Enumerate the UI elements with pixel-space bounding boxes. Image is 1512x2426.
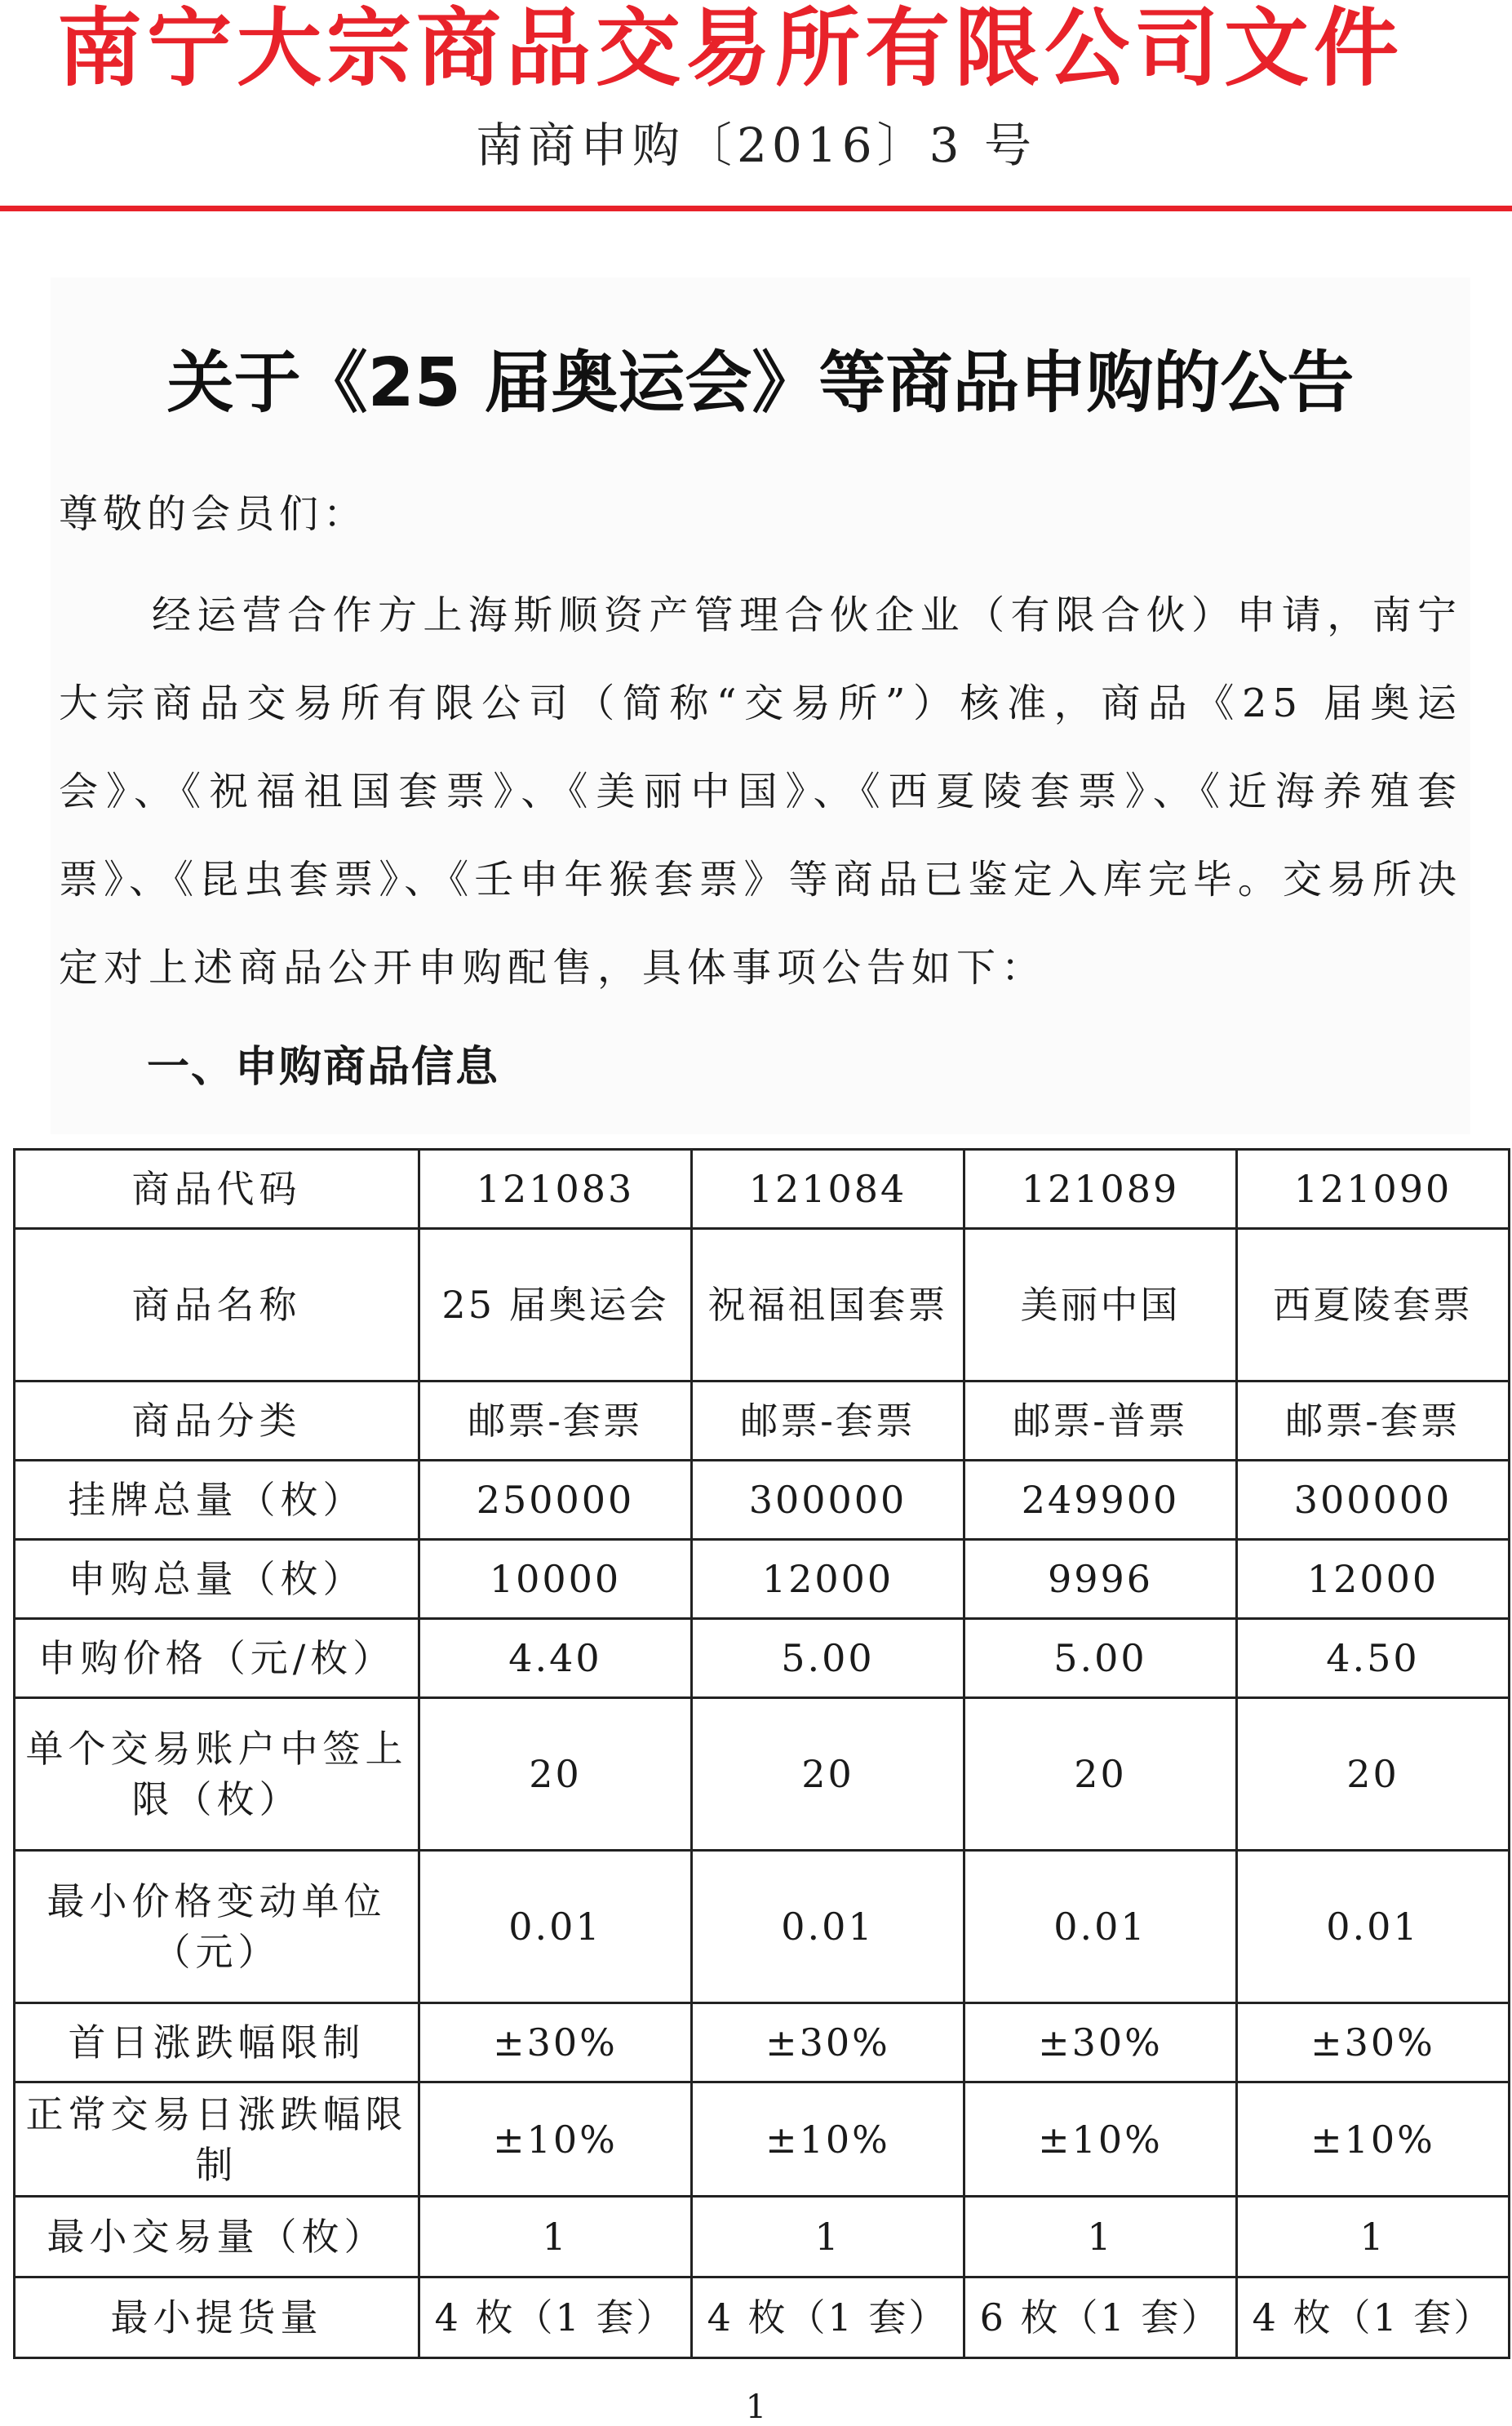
section-heading: 一、申购商品信息 (147, 1043, 500, 1092)
table-cell: ±30% (1237, 2003, 1510, 2082)
row-label: 正常交易日涨跌幅限制 (15, 2082, 419, 2197)
table-cell: 300000 (1237, 1461, 1510, 1540)
table-cell: 4 枚（1 套） (692, 2277, 964, 2358)
table-cell: 美丽中国 (964, 1229, 1237, 1382)
table-cell: 20 (1237, 1698, 1510, 1851)
row-label: 最小交易量（枚） (15, 2197, 419, 2277)
row-label: 挂牌总量（枚） (15, 1461, 419, 1540)
table-row (15, 1382, 1510, 1461)
table-cell: 12000 (692, 1540, 964, 1619)
row-label: 单个交易账户中签上限（枚） (15, 1698, 419, 1851)
table-cell: 0.01 (419, 1851, 692, 2003)
table-cell: 0.01 (1237, 1851, 1510, 2003)
table-cell: 10000 (419, 1540, 692, 1619)
table-cell: 20 (964, 1698, 1237, 1851)
row-label: 申购总量（枚） (15, 1540, 419, 1619)
table-cell: 邮票-套票 (692, 1382, 964, 1461)
table-cell: ±10% (692, 2082, 964, 2197)
row-label: 商品名称 (15, 1229, 419, 1382)
table-cell: 邮票-套票 (419, 1382, 692, 1461)
table-cell: 1 (692, 2197, 964, 2277)
table-row (15, 2003, 1510, 2082)
table-cell: 25 届奥运会 (419, 1229, 692, 1382)
table-row (15, 1698, 1510, 1851)
document-number: 南商申购〔2016〕3 号 (476, 118, 1036, 173)
row-label: 最小价格变动单位（元） (15, 1851, 419, 2003)
header-red-rule (0, 206, 1512, 211)
table-cell: 249900 (964, 1461, 1237, 1540)
salutation: 尊敬的会员们： (59, 491, 368, 537)
table-row (15, 1540, 1510, 1619)
table-row (15, 1851, 1510, 2003)
table-cell: 9996 (964, 1540, 1237, 1619)
table-cell: 4.50 (1237, 1619, 1510, 1698)
table-cell: ±10% (964, 2082, 1237, 2197)
table-cell: ±30% (692, 2003, 964, 2082)
table-cell: 12000 (1237, 1540, 1510, 1619)
table-cell: 5.00 (692, 1619, 964, 1698)
goods-info-table (13, 1148, 1510, 2359)
table-row (15, 2277, 1510, 2358)
table-row (15, 2082, 1510, 2197)
row-label: 商品分类 (15, 1382, 419, 1461)
table-cell: 300000 (692, 1461, 964, 1540)
page-number: 1 (745, 2388, 767, 2426)
notice-title: 关于《25 届奥运会》等商品申购的公告 (166, 344, 1355, 422)
row-label: 申购价格（元/枚） (15, 1619, 419, 1698)
body-paragraph: 经运营合作方上海斯顺资产管理合伙企业（有限合伙）申请，南宁大宗商品交易所有限公司（简称“交易所”）核准，商品《25 届奥运会》、《祝福祖国套票》、《美丽中国》、《西夏陵套票》、《近海养殖套票》、《昆虫套票》、《壬申年猴套票》等商品已鉴定入库完毕。交易所决定对上述商品公开申购配售，具体事项公告如下： (59, 592, 1462, 991)
table-cell: 20 (419, 1698, 692, 1851)
table-cell: 121090 (1237, 1150, 1510, 1229)
table-cell: 121089 (964, 1150, 1237, 1229)
table-cell: 250000 (419, 1461, 692, 1540)
table-cell: 西夏陵套票 (1237, 1229, 1510, 1382)
table-cell: 4 枚（1 套） (1237, 2277, 1510, 2358)
table-row (15, 1461, 1510, 1540)
row-label: 最小提货量 (15, 2277, 419, 2358)
table-row (15, 1619, 1510, 1698)
table-cell: ±30% (419, 2003, 692, 2082)
row-label: 首日涨跌幅限制 (15, 2003, 419, 2082)
table-cell: ±30% (964, 2003, 1237, 2082)
table-cell: 5.00 (964, 1619, 1237, 1698)
org-header-title: 南宁大宗商品交易所有限公司文件 (57, 0, 1404, 98)
table-cell: 祝福祖国套票 (692, 1229, 964, 1382)
table-cell: 0.01 (692, 1851, 964, 2003)
table-cell: 1 (964, 2197, 1237, 2277)
table-cell: ±10% (1237, 2082, 1510, 2197)
table-cell: 4.40 (419, 1619, 692, 1698)
table-row (15, 1229, 1510, 1382)
table-cell: ±10% (419, 2082, 692, 2197)
table-cell: 邮票-套票 (1237, 1382, 1510, 1461)
row-label: 商品代码 (15, 1150, 419, 1229)
table-cell: 1 (419, 2197, 692, 2277)
table-cell: 20 (692, 1698, 964, 1851)
table-cell: 1 (1237, 2197, 1510, 2277)
table-cell: 121083 (419, 1150, 692, 1229)
table-row (15, 2197, 1510, 2277)
table-cell: 邮票-普票 (964, 1382, 1237, 1461)
table-cell: 4 枚（1 套） (419, 2277, 692, 2358)
table-row (15, 1150, 1510, 1229)
table-cell: 6 枚（1 套） (964, 2277, 1237, 2358)
table-cell: 0.01 (964, 1851, 1237, 2003)
table-cell: 121084 (692, 1150, 964, 1229)
